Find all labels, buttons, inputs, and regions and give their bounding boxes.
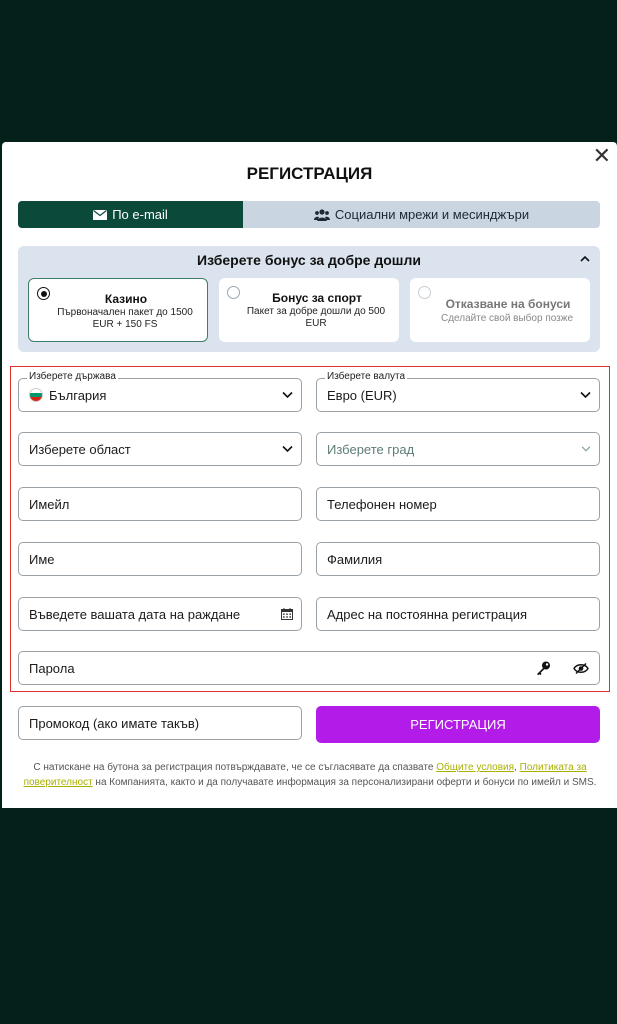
- bonus-option-sport[interactable]: [219, 278, 399, 342]
- registration-tabs: [18, 201, 600, 228]
- key-icon[interactable]: [536, 661, 551, 676]
- legal-text-part2: на Компанията, както и да получавате информация за персонализирани оферти и бонуси по имейл и SMS.: [92, 777, 597, 788]
- legal-notice: [18, 760, 602, 790]
- legal-text-part1: С натискане на бутона за регистрация потвърждавате, че се съгласявате да спазвате: [33, 762, 437, 773]
- birth-date-field[interactable]: [18, 597, 302, 631]
- modal-title: РЕГИСТРАЦИЯ: [246, 164, 373, 183]
- eye-slash-icon[interactable]: [573, 662, 589, 674]
- city-placeholder: Изберете град: [327, 441, 415, 457]
- bonus-option-title: Казино: [104, 292, 148, 306]
- country-select[interactable]: [18, 371, 302, 412]
- tab-social[interactable]: [243, 201, 600, 228]
- chevron-down-icon: [282, 392, 293, 399]
- bonus-option-title: Бонус за спорт: [272, 291, 362, 305]
- close-icon[interactable]: ✕: [592, 144, 611, 169]
- last-name-field[interactable]: [316, 542, 600, 576]
- currency-select[interactable]: [316, 371, 600, 412]
- privacy-policy-link[interactable]: Политиката за поверителност: [23, 762, 587, 788]
- currency-value: Евро (EUR): [327, 387, 397, 403]
- bulgaria-flag-icon: [29, 388, 43, 402]
- terms-link[interactable]: Общите условия: [436, 762, 515, 773]
- bonus-option-title: Отказване на бонуси: [445, 297, 571, 311]
- first-name-placeholder: Име: [29, 551, 55, 567]
- chevron-down-icon: [581, 446, 591, 452]
- users-icon: [314, 209, 330, 221]
- bonus-option-subtitle: Пакет за добре дошли до 500 EUR: [246, 306, 386, 329]
- birth-date-placeholder: Въведете вашата дата на раждане: [29, 606, 241, 622]
- envelope-icon: [93, 210, 107, 220]
- country-label: Изберете държава: [29, 371, 116, 382]
- bonus-option-decline[interactable]: [410, 278, 590, 342]
- phone-placeholder: Телефонен номер: [327, 496, 437, 512]
- country-value: България: [49, 387, 107, 403]
- calendar-icon[interactable]: [281, 608, 293, 620]
- address-field[interactable]: [316, 597, 600, 631]
- region-select[interactable]: [18, 432, 302, 466]
- last-name-placeholder: Фамилия: [327, 551, 383, 567]
- region-placeholder: Изберете област: [29, 441, 131, 457]
- tab-social-label: Социални мрежи и месинджъри: [334, 207, 530, 222]
- currency-label: Изберете валута: [327, 371, 406, 382]
- password-field[interactable]: [18, 651, 600, 685]
- bonus-option-subtitle: Първоначален пакет до 1500 EUR + 150 FS: [57, 307, 193, 330]
- chevron-up-icon[interactable]: [580, 255, 590, 262]
- chevron-down-icon: [282, 446, 293, 453]
- email-field[interactable]: [18, 487, 302, 521]
- first-name-field[interactable]: [18, 542, 302, 576]
- address-placeholder: Адрес на постоянна регистрация: [327, 606, 528, 622]
- phone-field[interactable]: [316, 487, 600, 521]
- email-placeholder: Имейл: [29, 496, 70, 512]
- legal-separator: ,: [514, 762, 520, 773]
- tab-email[interactable]: [18, 201, 243, 228]
- promo-code-field[interactable]: [18, 706, 302, 740]
- bonus-option-casino[interactable]: [28, 278, 208, 342]
- bonus-option-subtitle: Сделайте свой выбор позже: [440, 313, 574, 324]
- registration-modal: [2, 142, 617, 808]
- welcome-bonus-panel: [18, 246, 600, 352]
- bonus-panel-title: Изберете бонус за добре дошли: [197, 252, 421, 268]
- chevron-down-icon: [580, 392, 591, 399]
- password-placeholder: Парола: [29, 660, 75, 676]
- city-select[interactable]: [316, 432, 600, 466]
- highlight-frame: [10, 366, 610, 692]
- promo-placeholder: Промокод (ако имате такъв): [29, 715, 200, 731]
- tab-email-label: По e-mail: [112, 207, 168, 222]
- register-button[interactable]: РЕГИСТРАЦИЯ: [316, 706, 600, 743]
